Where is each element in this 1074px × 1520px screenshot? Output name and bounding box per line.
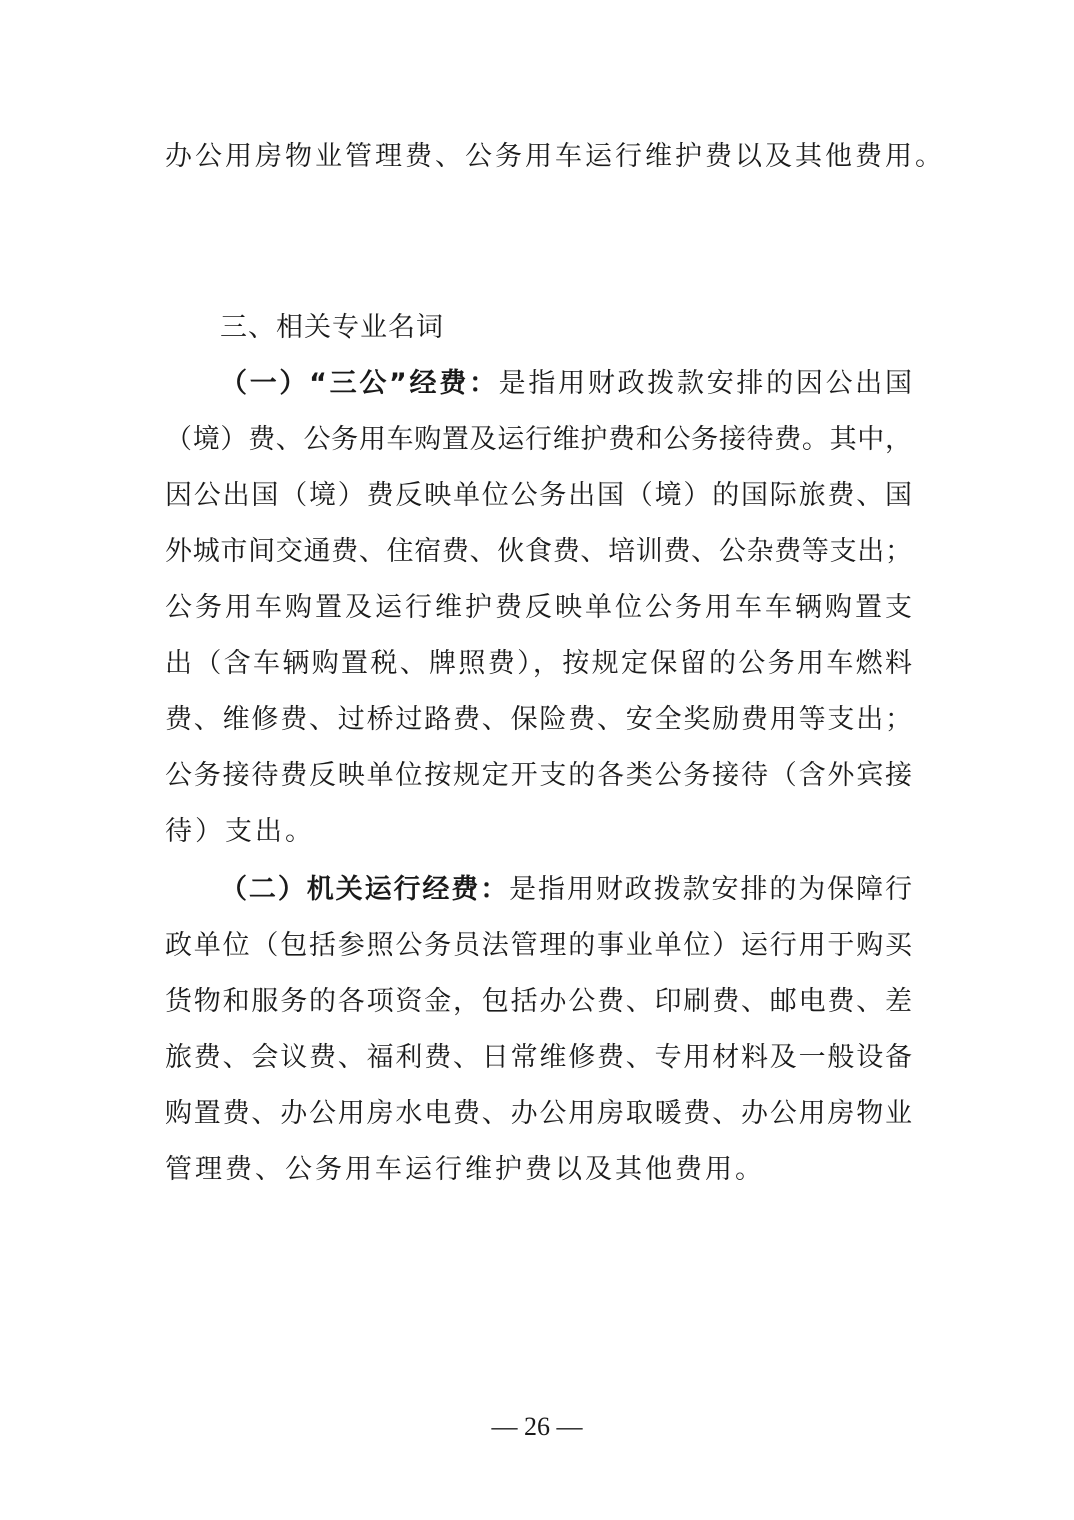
item1-term: （一）“三公”经费： — [220, 368, 499, 399]
paragraph-line: 旅费、会议费、福利费、日常维修费、专用材料及一般设备 — [165, 1042, 912, 1073]
paragraph-line: 公务接待费反映单位按规定开支的各类公务接待（含外宾接 — [165, 760, 912, 791]
paragraph-line: 购置费、办公用房水电费、办公用房取暖费、办公用房物业 — [165, 1098, 912, 1129]
item1-text: 是指用财政拨款安排的因公出国 — [498, 368, 912, 399]
item2-term: （二）机关运行经费： — [220, 874, 510, 905]
paragraph-line: 公务用车购置及运行维护费反映单位公务用车车辆购置支 — [165, 592, 912, 623]
paragraph-line: 政单位（包括参照公务员法管理的事业单位）运行用于购买 — [165, 930, 912, 961]
item1-first-line — [220, 367, 912, 401]
paragraph-line: 外城市间交通费、住宿费、伙食费、培训费、公杂费等支出； — [165, 536, 912, 567]
paragraph-line: 出（含车辆购置税、牌照费），按规定保留的公务用车燃料 — [165, 648, 912, 679]
paragraph-line: 费、维修费、过桥过路费、保险费、安全奖励费用等支出； — [165, 704, 912, 735]
page-number: — 26 — — [491, 1412, 583, 1441]
continued-paragraph-line: 办公用房物业管理费、公务用车运行维护费以及其他费用。 — [165, 141, 945, 172]
paragraph-line: 货物和服务的各项资金，包括办公费、印刷费、邮电费、差 — [165, 986, 912, 1017]
paragraph-line: 管理费、公务用车运行维护费以及其他费用。 — [165, 1154, 765, 1185]
item2-first-line — [220, 873, 912, 907]
paragraph-line: 待）支出。 — [165, 816, 315, 847]
paragraph-line: （境）费、公务用车购置及运行维护费和公务接待费。其中， — [165, 424, 912, 455]
paragraph-line: 因公出国（境）费反映单位公务出国（境）的国际旅费、国 — [165, 480, 912, 511]
item2-text: 是指用财政拨款安排的为保障行 — [509, 874, 913, 905]
section-heading: 三、相关专业名词 — [220, 312, 444, 343]
